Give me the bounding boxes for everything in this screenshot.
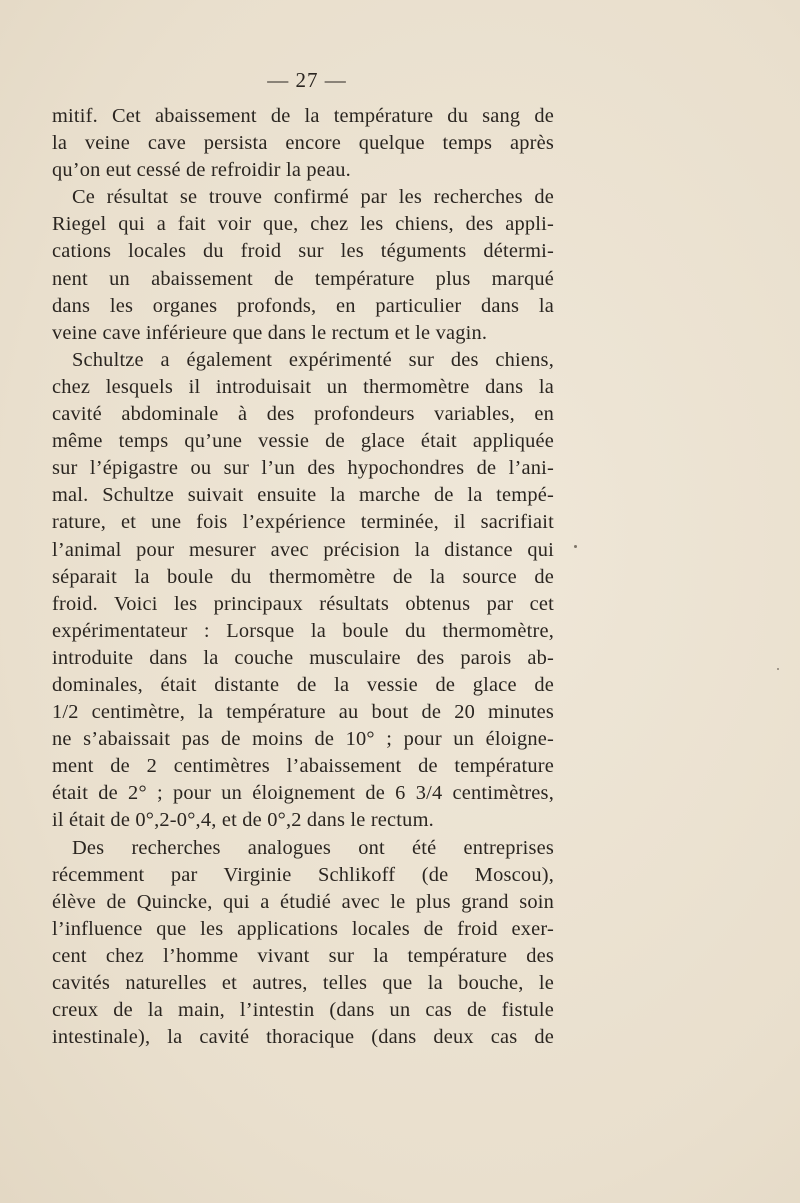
paragraph: [52, 184, 554, 347]
text-line: mitif. Cet abaissement de la température du sang de: [52, 105, 554, 127]
text-line: la veine cave persista encore quelque temps après: [52, 132, 554, 155]
page-number: — 27 —: [267, 68, 347, 92]
text-line: Des recherches analogues ont été entreprises: [72, 836, 554, 859]
text-line: expérimentateur : Lorsque la boule du thermomètre,: [52, 619, 554, 642]
text-line: Ce résultat se trouve confirmé par les recherches de: [72, 186, 554, 209]
text-line: cations locales du froid sur les téguments détermi-: [52, 240, 554, 263]
text-line: veine cave inférieure que dans le rectum et le vagin.: [52, 321, 488, 344]
text-line: qu’on eut cessé de refroidir la peau.: [52, 159, 351, 182]
text-line: cent chez l’homme vivant sur la température des: [52, 944, 554, 967]
text-line: cavité abdominale à des profondeurs variables, en: [52, 403, 554, 426]
text-line: 1/2 centimètre, la température au bout de 20 minutes: [52, 701, 554, 724]
text-line: il était de 0°,2-0°,4, et de 0°,2 dans le rectum.: [52, 809, 434, 832]
paragraph: [52, 347, 554, 835]
ink-speck: [777, 668, 779, 670]
paragraph: [52, 103, 554, 184]
text-line: Riegel qui a fait voir que, chez les chiens, des appli-: [52, 213, 554, 236]
text-line: l’influence que les applications locales de froid exer-: [52, 917, 554, 940]
text-line: froid. Voici les principaux résultats obtenus par cet: [52, 592, 554, 615]
text-line: dans les organes profonds, en particulier dans la: [52, 294, 554, 317]
text-line: intestinale), la cavité thoracique (dans deux cas de: [52, 1026, 554, 1049]
text-line: nent un abaissement de température plus marqué: [52, 267, 554, 290]
text-line: dominales, était distante de la vessie de glace de: [52, 673, 554, 696]
text-line: ment de 2 centimètres l’abaissement de température: [52, 755, 554, 778]
text-line: introduite dans la couche musculaire des parois ab-: [52, 646, 554, 669]
text-line: récemment par Virginie Schlikoff (de Moscou),: [52, 863, 554, 886]
text-line: élève de Quincke, qui a étudié avec le plus grand soin: [52, 890, 554, 913]
text-line: ne s’abaissait pas de moins de 10° ; pour un éloigne-: [52, 728, 554, 751]
text-line: chez lesquels il introduisait un thermomètre dans la: [52, 375, 554, 398]
text-line: Schultze a également expérimenté sur des chiens,: [72, 348, 554, 371]
text-line: mal. Schultze suivait ensuite la marche de la tempé-: [52, 484, 554, 507]
ink-speck: [574, 545, 577, 548]
text-line: l’animal pour mesurer avec précision la distance qui: [52, 538, 554, 561]
text-line: était de 2° ; pour un éloignement de 6 3/4 centimètres,: [52, 782, 554, 805]
paragraph: [52, 835, 554, 1052]
text-line: même temps qu’une vessie de glace était appliquée: [52, 430, 554, 453]
text-line: rature, et une fois l’expérience terminée, il sacrifiait: [52, 511, 554, 534]
text-line: creux de la main, l’intestin (dans un cas de fistule: [52, 999, 554, 1022]
text-line: sur l’épigastre ou sur l’un des hypochondres de l’ani-: [52, 457, 554, 480]
text-line: séparait la boule du thermomètre de la source de: [52, 565, 554, 588]
body-text: [52, 103, 554, 1051]
text-line: cavités naturelles et autres, telles que la bouche, le: [52, 972, 554, 994]
